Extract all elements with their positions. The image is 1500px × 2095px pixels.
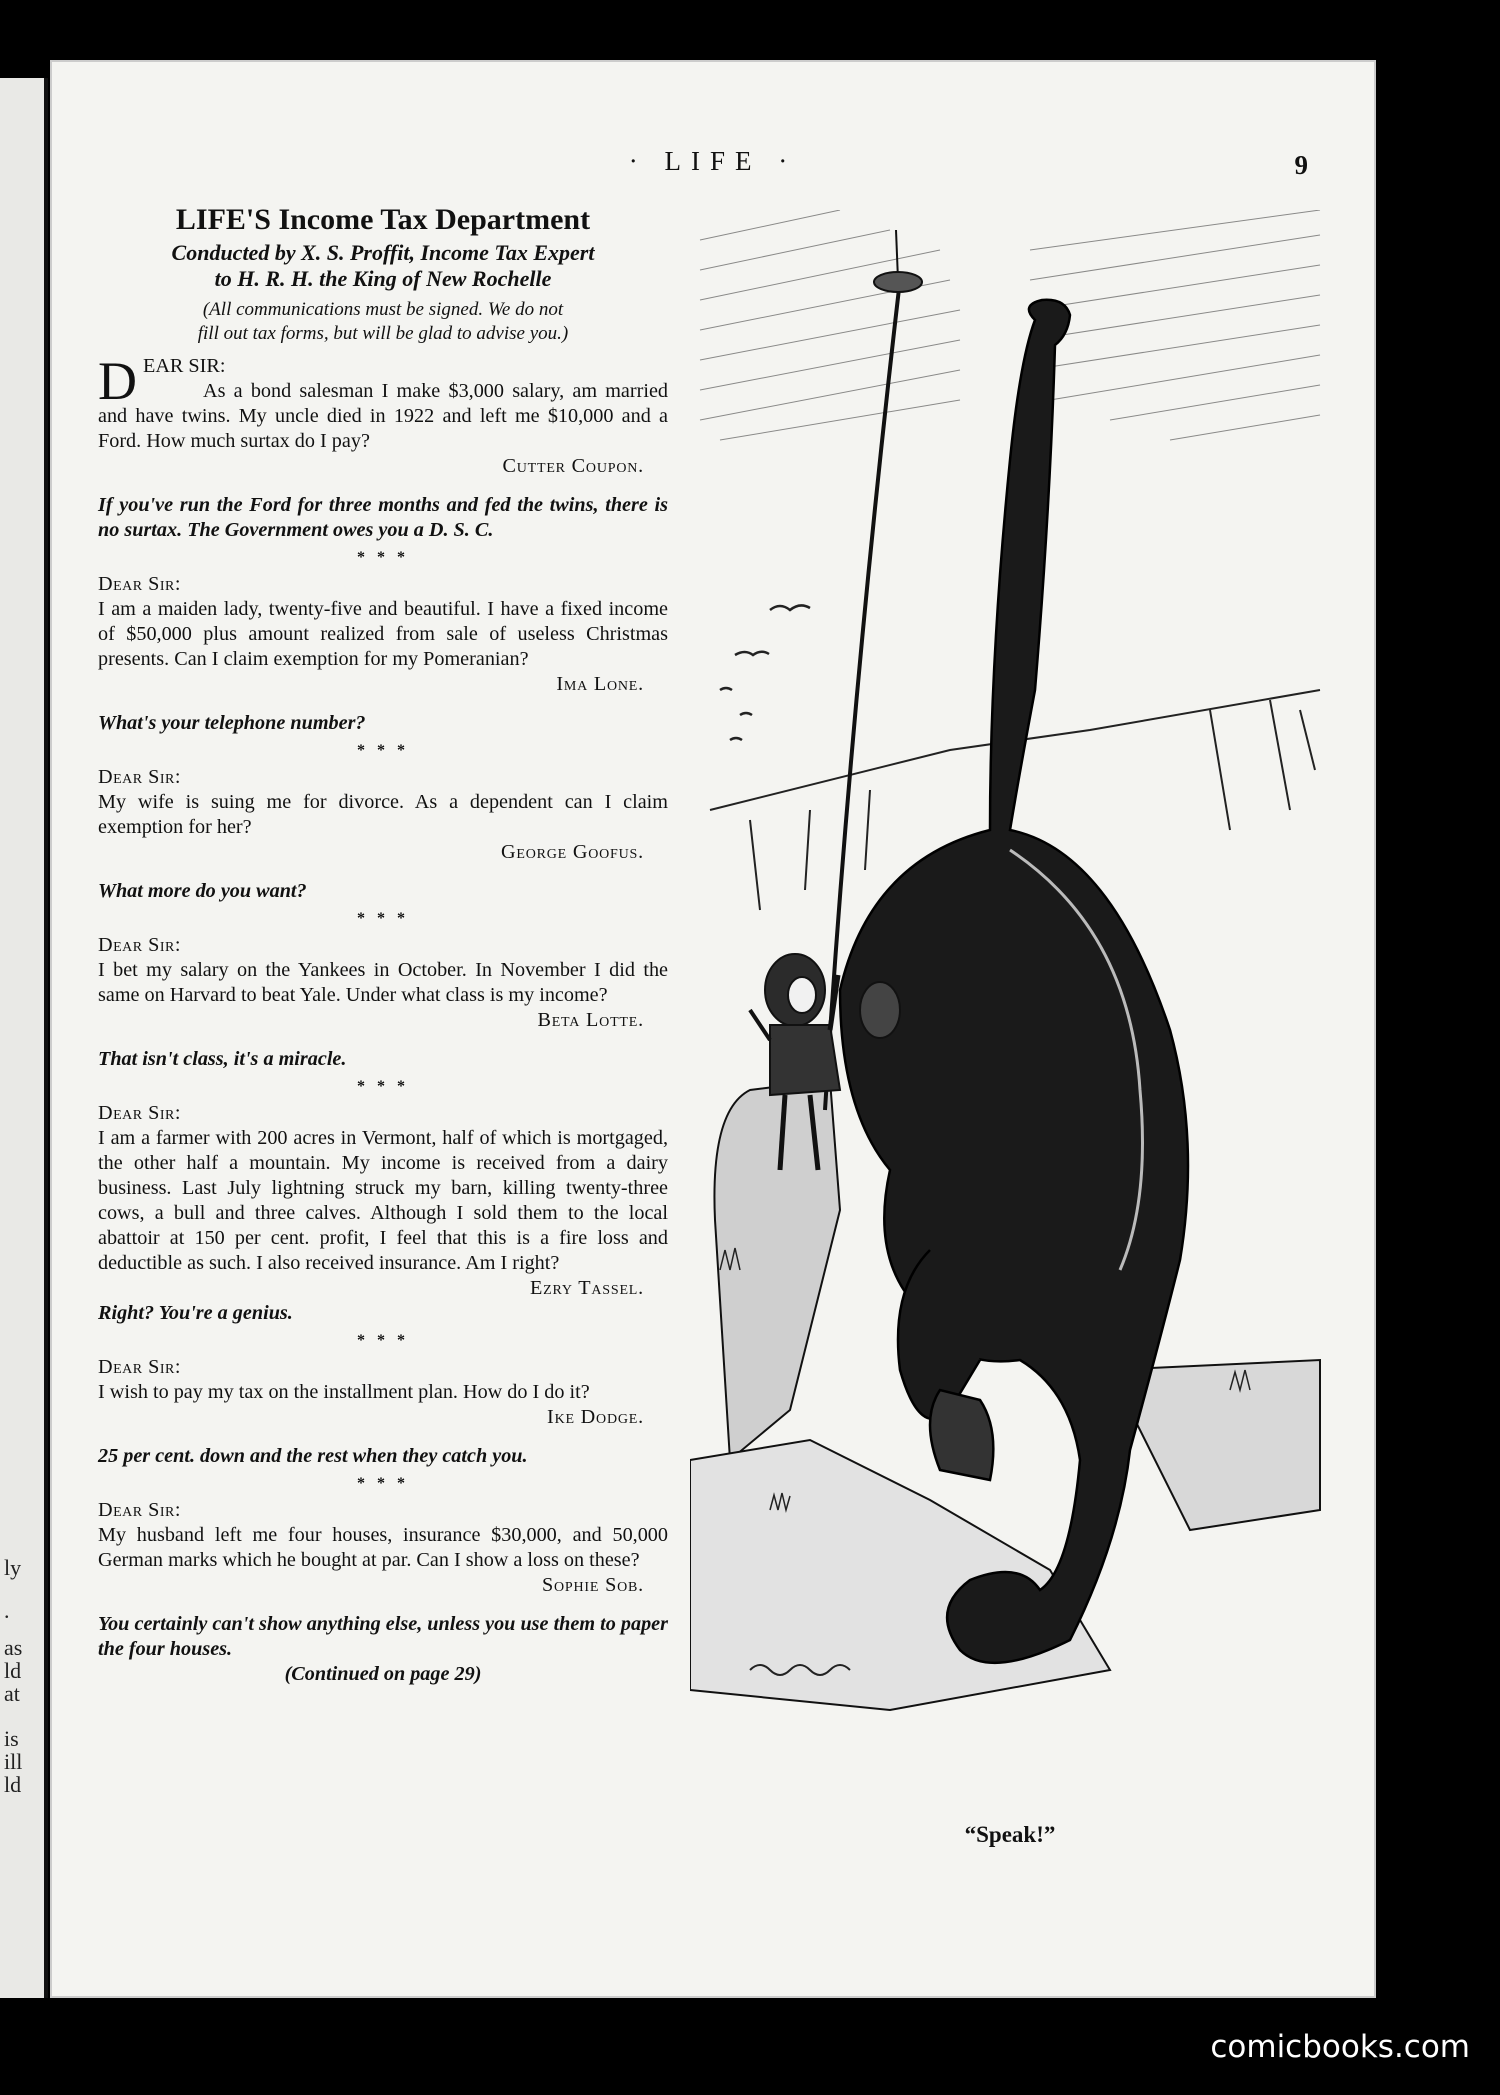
letter <box>98 1355 668 1496</box>
left-fragment: at <box>4 1681 20 1706</box>
letter <box>98 351 668 570</box>
letter-body: As a bond salesman I make $3,000 salary, am married and have twins. My uncle died in 1922 and left me $10,000 and a Ford. How much surtax do I pay? <box>98 380 668 452</box>
salutation-rest: EAR SIR: <box>143 355 226 377</box>
dinosaur-figure <box>840 300 1188 1663</box>
sky-hatching <box>700 210 1320 440</box>
left-fragment: ld <box>4 1772 22 1797</box>
letter-salutation: Dear Sir: <box>98 1102 181 1124</box>
adjacent-page-edge <box>0 78 48 1998</box>
letter-salutation: Dear Sir: <box>98 573 181 595</box>
letter-signature: Ike Dodge. <box>547 1406 644 1428</box>
notice <box>98 298 668 346</box>
income-tax-column <box>98 202 668 1687</box>
notice-line-1: (All communications must be signed. We do not <box>202 299 564 320</box>
letter-body: My wife is suing me for divorce. As a dependent can I claim exemption for her? <box>98 791 668 838</box>
left-fragment: ill <box>4 1749 23 1774</box>
small-animal-icon <box>860 982 900 1038</box>
editor-answer: What more do you want? <box>98 880 307 902</box>
separator-stars: * * * <box>357 742 409 759</box>
continued-note: (Continued on page 29) <box>284 1663 482 1685</box>
left-fragment: ld <box>4 1658 22 1683</box>
caveman-feeding-dinosaur-illustration <box>690 210 1330 1830</box>
running-head: · LIFE · <box>628 146 798 176</box>
watermark: comicbooks.com <box>1210 2029 1470 2065</box>
letter-salutation: Dear Sir: <box>98 1356 181 1378</box>
editor-answer: What's your telephone number? <box>98 712 366 734</box>
bait-icon <box>874 272 922 292</box>
separator-stars: * * * <box>357 1332 409 1349</box>
letter <box>98 572 668 763</box>
department-title: LIFE'S Income Tax Department <box>175 203 591 236</box>
byline-line-1: Conducted by X. S. Proffit, Income Tax Expert <box>171 240 595 265</box>
editor-answer: That isn't class, it's a miracle. <box>98 1048 347 1070</box>
editor-answer: 25 per cent. down and the rest when they catch you. <box>98 1445 528 1467</box>
letter-salutation: Dear Sir: <box>98 766 181 788</box>
left-fragment: is <box>4 1726 19 1751</box>
left-fragment: ly <box>4 1555 22 1580</box>
letter-body: I bet my salary on the Yankees in October. In November I did the same on Harvard to beat Yale. Under what class is my income? <box>98 959 668 1006</box>
editor-answer: If you've run the Ford for three months and fed the twins, there is no surtax. The Government owes you a D. S. C. <box>98 494 668 541</box>
separator-stars: * * * <box>357 1078 409 1095</box>
cartoon-caption: “Speak!” <box>964 1822 1056 1847</box>
editor-answer: Right? You're a genius. <box>98 1302 293 1324</box>
letter <box>98 933 668 1099</box>
separator-stars: * * * <box>357 910 409 927</box>
drop-cap: D <box>98 351 137 411</box>
separator-stars: * * * <box>357 549 409 566</box>
letter-signature: Ezry Tassel. <box>529 1277 644 1299</box>
letter-salutation <box>98 351 668 411</box>
letter <box>98 765 668 931</box>
separator-stars: * * * <box>357 1475 409 1492</box>
letter-salutation: Dear Sir: <box>98 1499 181 1521</box>
magazine-page <box>50 60 1376 1998</box>
letter-body: I wish to pay my tax on the installment plan. How do I do it? <box>98 1381 590 1403</box>
letter-signature: Cutter Coupon. <box>502 455 644 477</box>
letter-body: I am a maiden lady, twenty-five and beautiful. I have a fixed income of $50,000 plus amount realized from sale of useless Christmas presents. Can I claim exemption for my Pomeranian? <box>98 598 668 670</box>
editor-answer: You certainly can't show anything else, unless you use them to paper the four houses. <box>98 1613 668 1660</box>
bird-icons <box>720 605 810 740</box>
letter <box>98 1498 668 1662</box>
letter-signature: Sophie Sob. <box>541 1574 644 1596</box>
letter-body: I am a farmer with 200 acres in Vermont, half of which is mortgaged, the other half a mountain. My income is received from a dairy business. Last July lightning struck my barn, killing twenty-three cows, a bull and three calves. Although I sold them to the local abattoir at 150 per cent. profit, I feel that this is a fire loss and deductible as such. I also received insurance. Am I right? <box>98 1127 668 1274</box>
letter-signature: George Goofus. <box>500 841 644 863</box>
left-fragment: . <box>4 1598 10 1623</box>
letter-signature: Beta Lotte. <box>537 1009 644 1031</box>
letter-body: My husband left me four houses, insurance $30,000, and 50,000 German marks which he bought at par. Can I show a loss on these? <box>98 1524 668 1571</box>
byline-line-2: to H. R. H. the King of New Rochelle <box>214 266 552 291</box>
letter-salutation: Dear Sir: <box>98 934 181 956</box>
notice-line-2: fill out tax forms, but will be glad to advise you.) <box>197 323 569 344</box>
letter <box>98 1101 668 1353</box>
left-fragment: as <box>4 1635 23 1660</box>
page-number: 9 <box>1294 150 1308 180</box>
letter-signature: Ima Lone. <box>556 673 644 695</box>
